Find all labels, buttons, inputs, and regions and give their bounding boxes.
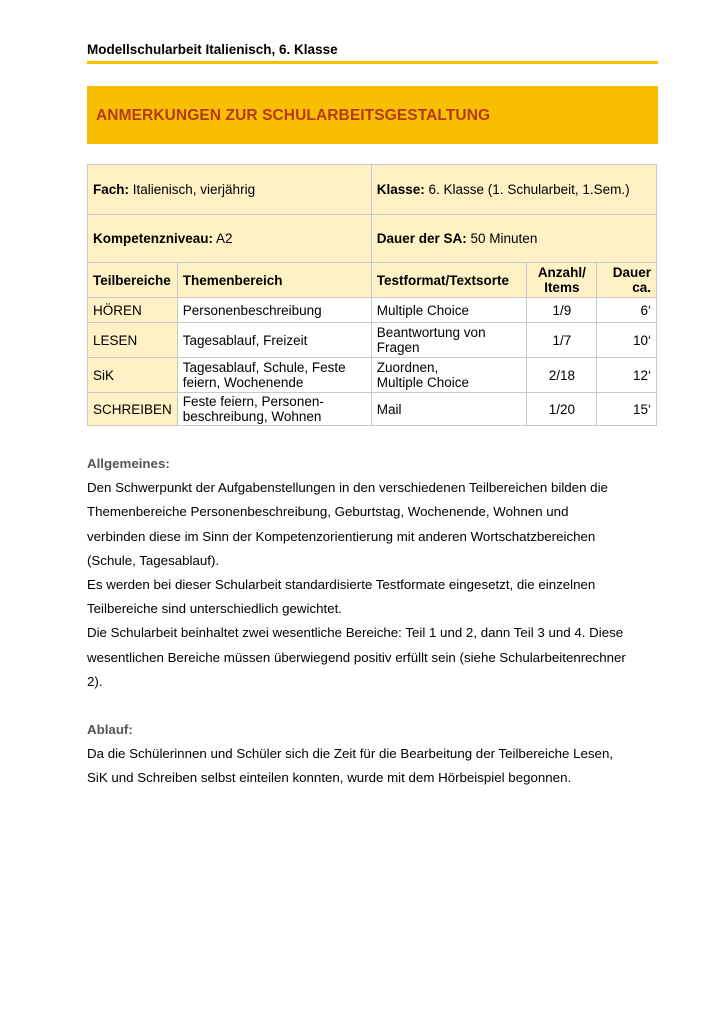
row-thema-line2: feiern, Wochenende: [182, 375, 304, 390]
row-format-line2: Fragen: [376, 340, 420, 355]
row-thema: Tagesablauf, Freizeit: [177, 323, 371, 358]
ablauf-heading: Ablauf:: [87, 722, 133, 738]
col-header-testformat: Testformat/Textsorte: [371, 263, 527, 298]
info-row-level: [88, 215, 657, 263]
paragraph-line: (Schule, Tagesablauf).: [87, 552, 220, 568]
row-thema: Personenbeschreibung: [177, 298, 371, 323]
table-row: [88, 358, 657, 393]
paragraph-line: Themenbereiche Personenbeschreibung, Geburtstag, Wochenende, Wohnen und: [87, 504, 569, 520]
exam-info-table: [87, 164, 657, 426]
row-dauer: 10‘: [597, 323, 657, 358]
paragraph-spacer: [87, 694, 662, 718]
col-header-dauer: [597, 263, 657, 298]
table-row: [88, 393, 657, 426]
body-text: [87, 452, 662, 791]
row-bereich: HÖREN: [88, 298, 178, 323]
row-format: [371, 323, 527, 358]
col-header-teilbereiche: Teilbereiche: [88, 263, 178, 298]
niveau-value: A2: [213, 231, 233, 246]
row-bereich: SiK: [88, 358, 178, 393]
row-format-line1: Beantwortung von: [376, 325, 486, 340]
fach-value: Italienisch, vierjährig: [129, 182, 256, 197]
klasse-label: Klasse:: [376, 182, 425, 197]
fach-label: Fach:: [93, 182, 130, 197]
col-header-anzahl: [527, 263, 597, 298]
col-header-themenbereich: Themenbereich: [177, 263, 371, 298]
table-row: [88, 323, 657, 358]
banner-title: ANMERKUNGEN ZUR SCHULARBEITSGESTALTUNG: [96, 107, 491, 124]
row-anzahl: 2/18: [527, 358, 597, 393]
row-dauer: 6‘: [597, 298, 657, 323]
col-header-dauer-line1: Dauer: [612, 265, 651, 280]
dauer-value: 50 Minuten: [466, 231, 538, 246]
document-header-title: Modellschularbeit Italienisch, 6. Klasse: [87, 42, 338, 57]
header-rule: [87, 61, 658, 64]
row-format: [371, 358, 527, 393]
paragraph-line: verbinden diese im Sinn der Kompetenzorientierung mit anderen Wortschatzbereichen: [87, 528, 596, 544]
section-banner: [87, 86, 658, 144]
row-bereich: SCHREIBEN: [88, 393, 178, 426]
row-anzahl: 1/20: [527, 393, 597, 426]
row-format: Multiple Choice: [371, 298, 527, 323]
row-bereich: LESEN: [88, 323, 178, 358]
dauer-cell: [371, 215, 656, 263]
paragraph-line: Da die Schülerinnen und Schüler sich die Zeit für die Bearbeitung der Teilbereiche Lesen,: [87, 746, 614, 762]
table-header-row: [88, 263, 657, 298]
col-header-dauer-line2: ca.: [632, 280, 651, 295]
dauer-label: Dauer der SA:: [376, 231, 467, 246]
paragraph-line: wesentlichen Bereiche müssen überwiegend positiv erfüllt sein (siehe Schularbeitenrechner: [87, 649, 626, 665]
paragraph-line: 2).: [87, 673, 103, 689]
row-thema-line1: Feste feiern, Personen-: [182, 394, 324, 409]
fach-cell: [88, 165, 372, 215]
niveau-label: Kompetenzniveau:: [93, 231, 214, 246]
row-thema-line1: Tagesablauf, Schule, Feste: [182, 360, 346, 375]
col-header-anzahl-line2: Items: [544, 280, 580, 295]
klasse-value: 6. Klasse (1. Schularbeit, 1.Sem.): [424, 182, 630, 197]
row-thema-line2: beschreibung, Wohnen: [182, 409, 322, 424]
paragraph-line: Teilbereiche sind unterschiedlich gewichtet.: [87, 601, 342, 617]
row-dauer: 12‘: [597, 358, 657, 393]
row-format: Mail: [371, 393, 527, 426]
table-row: [88, 298, 657, 323]
paragraph-line: Es werden bei dieser Schularbeit standardisierte Testformate eingesetzt, die einzelnen: [87, 577, 596, 593]
row-dauer: 15‘: [597, 393, 657, 426]
col-header-anzahl-line1: Anzahl/: [537, 265, 586, 280]
allgemeines-heading: Allgemeines:: [87, 456, 170, 471]
paragraph-line: Die Schularbeit beinhaltet zwei wesentliche Bereiche: Teil 1 und 2, dann Teil 3 und 4. Diese: [87, 625, 624, 641]
row-thema: [177, 358, 371, 393]
klasse-cell: [371, 165, 656, 215]
info-row-subject: [88, 165, 657, 215]
row-format-line2: Multiple Choice: [376, 375, 470, 390]
row-format-line1: Zuordnen,: [376, 360, 439, 375]
niveau-cell: [88, 215, 372, 263]
paragraph-line: SiK und Schreiben selbst einteilen konnten, wurde mit dem Hörbeispiel begonnen.: [87, 770, 572, 786]
row-anzahl: 1/9: [527, 298, 597, 323]
paragraph-line: Den Schwerpunkt der Aufgabenstellungen in den verschiedenen Teilbereichen bilden die: [87, 480, 608, 496]
row-anzahl: 1/7: [527, 323, 597, 358]
row-thema: [177, 393, 371, 426]
